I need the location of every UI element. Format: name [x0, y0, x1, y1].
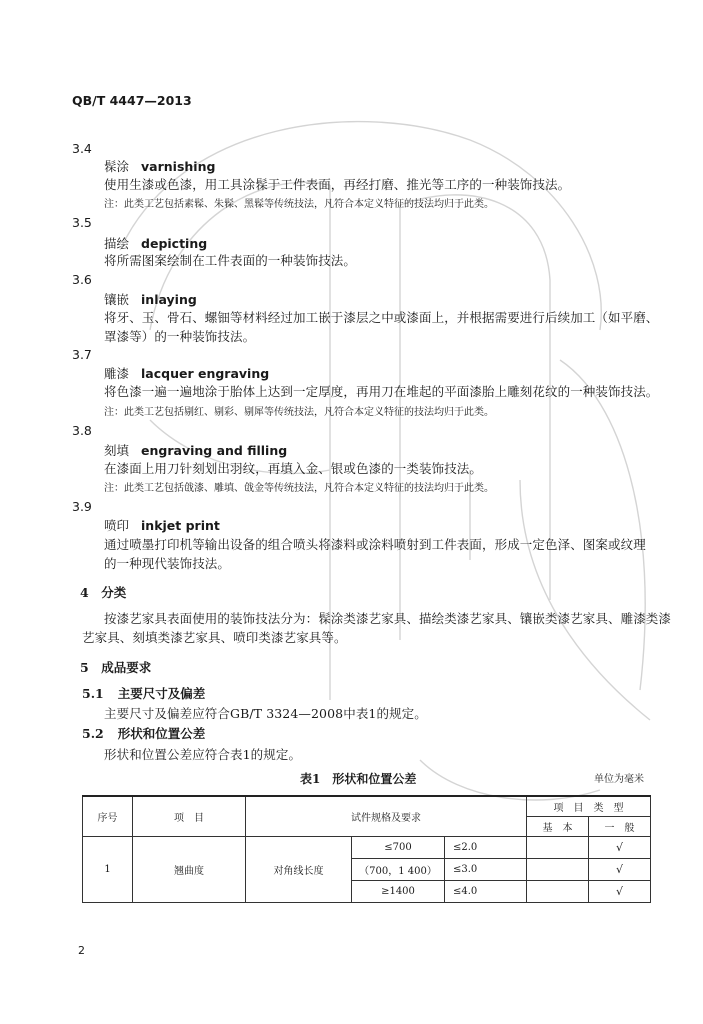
term-heading	[104, 516, 220, 534]
table-unit: 单位为毫米	[594, 774, 644, 785]
term-chinese: 髹涂	[104, 159, 130, 174]
table-row	[83, 836, 651, 858]
definition-note: 注：此类工艺包括剔红、剔彩、剔犀等传统技法，凡符合本定义特征的技法均归于此类。	[104, 407, 494, 418]
term-heading	[104, 290, 197, 308]
classification-text-continued: 艺家具、刻填类漆艺家具、喷印类漆艺家具等。	[82, 630, 347, 645]
document-code: QB/T 4447—2013	[72, 93, 192, 108]
cell-basic	[527, 858, 589, 880]
term-english: engraving and filling	[141, 443, 288, 458]
cell-item: 翘曲度	[133, 836, 246, 902]
term-chinese: 雕漆	[104, 366, 130, 381]
cell-seq: 1	[83, 836, 133, 902]
section-heading-product-requirements: 5 成品要求	[80, 660, 152, 675]
term-chinese: 喷印	[104, 518, 130, 533]
term-english: varnishing	[141, 159, 216, 174]
definition-text: 在漆面上用刀针刻划出羽纹，再填入金、银或色漆的一类装饰技法。	[104, 461, 483, 476]
tolerance-table	[82, 795, 651, 903]
cell-limit: ≤4.0	[445, 880, 527, 902]
definition-note: 注：此类工艺包括戗漆、雕填、戗金等传统技法，凡符合本定义特征的技法均归于此类。	[104, 483, 494, 494]
header-seq: 序号	[83, 796, 133, 836]
definition-text-continued: 罩漆等）的一种装饰技法。	[104, 329, 256, 344]
header-basic: 基 本	[527, 816, 589, 836]
cell-range: ≤700	[352, 836, 445, 858]
cell-limit: ≤2.0	[445, 836, 527, 858]
subsection-number: 5.1	[82, 686, 104, 701]
subsection-text: 主要尺寸及偏差应符合GB/T 3324—2008中表1的规定。	[104, 706, 427, 721]
clause-number: 3.5	[72, 215, 92, 230]
term-heading	[104, 234, 207, 252]
subsection-title: 主要尺寸及偏差	[117, 686, 206, 701]
cell-basic	[527, 880, 589, 902]
subsection-number: 5.2	[82, 726, 104, 741]
clause-number: 3.4	[72, 141, 92, 156]
header-item: 项 目	[133, 796, 246, 836]
term-english: inlaying	[141, 292, 197, 307]
cell-general-check: √	[589, 880, 651, 902]
header-general: 一 般	[589, 816, 651, 836]
term-heading	[104, 364, 269, 382]
cell-range: ≥1400	[352, 880, 445, 902]
definition-text: 将牙、玉、骨石、螺钿等材料经过加工嵌于漆层之中或漆面上，并根据需要进行后续加工（如平磨、	[104, 310, 659, 325]
cell-basic	[527, 836, 589, 858]
header-spec: 试件规格及要求	[246, 796, 527, 836]
page-number: 2	[78, 944, 85, 957]
subsection-text: 形状和位置公差应符合表1的规定。	[104, 747, 302, 762]
table-caption: 表1 形状和位置公差	[300, 772, 417, 786]
clause-number: 3.8	[72, 423, 92, 438]
term-english: lacquer engraving	[141, 366, 270, 381]
section-heading-classification: 4 分类	[80, 585, 127, 600]
classification-text: 按漆艺家具表面使用的装饰技法分为：髹涂类漆艺家具、描绘类漆艺家具、镶嵌类漆艺家具、雕漆类漆	[104, 611, 672, 626]
term-chinese: 刻填	[104, 443, 130, 458]
term-english: inkjet print	[141, 518, 220, 533]
cell-general-check: √	[589, 836, 651, 858]
definition-note: 注：此类工艺包括素髹、朱髹、黑髹等传统技法，凡符合本定义特征的技法均归于此类。	[104, 199, 494, 210]
subsection-heading	[82, 724, 205, 742]
subsection-title: 形状和位置公差	[117, 726, 206, 741]
subsection-heading	[82, 684, 205, 702]
cell-range: （700，1 400）	[352, 858, 445, 880]
cell-general-check: √	[589, 858, 651, 880]
cell-limit: ≤3.0	[445, 858, 527, 880]
clause-number: 3.7	[72, 347, 92, 362]
clause-number: 3.9	[72, 499, 92, 514]
definition-text: 使用生漆或色漆，用工具涂髹于工件表面，再经打磨、推光等工序的一种装饰技法。	[104, 177, 571, 192]
definition-text-continued: 的一种现代装饰技法。	[104, 556, 231, 571]
definition-text: 将所需图案绘制在工件表面的一种装饰技法。	[104, 253, 357, 268]
term-chinese: 镶嵌	[104, 292, 130, 307]
definition-text: 通过喷墨打印机等输出设备的组合喷头将漆料或涂料喷射到工件表面，形成一定色泽、图案或纹理	[104, 537, 646, 552]
term-heading	[104, 441, 287, 459]
header-category: 项 目 类 型	[527, 796, 651, 816]
term-chinese: 描绘	[104, 236, 130, 251]
term-heading	[104, 157, 215, 175]
definition-text: 将色漆一遍一遍地涂于胎体上达到一定厚度，再用刀在堆起的平面漆胎上雕刻花纹的一种装饰技法。	[104, 384, 659, 399]
term-english: depicting	[141, 236, 208, 251]
clause-number: 3.6	[72, 272, 92, 287]
cell-criterion: 对角线长度	[246, 836, 352, 902]
